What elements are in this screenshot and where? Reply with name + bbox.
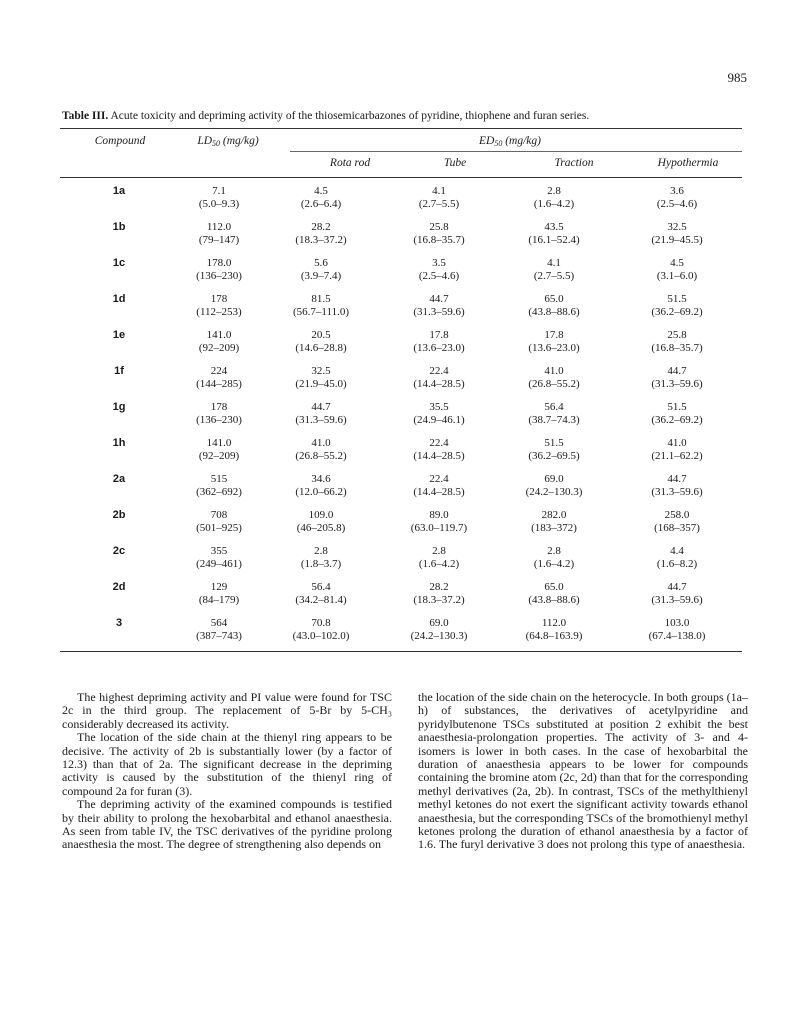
ld-value: 129 [210, 581, 228, 593]
page-number: 985 [727, 70, 747, 85]
header-tube: Tube [443, 157, 467, 169]
table-caption-text: Acute toxicity and depriming activity of the thiosemicarbazones of pyridine, thiophene and furan series. [108, 110, 590, 122]
tube-range: (16.8–35.7) [413, 234, 465, 246]
table-row [60, 185, 742, 221]
hypo-value: 51.5 [667, 401, 687, 413]
paragraph: The depriming activity of the examined compounds is testified by their ability to prolong the hexobarbital and ethanol anaesthesia. As seen from table IV, the TSC derivatives of the pyridine prolong anaesthesia the most. The degree of strengthening also depends on [62, 797, 392, 852]
rota-cell [260, 257, 382, 293]
table-body [60, 185, 742, 653]
ld-value: 224 [210, 365, 228, 377]
paragraph: The location of the side chain at the thienyl ring appears to be decisive. The activity of 2b is substantially lower (by a factor of 12.3) than that of 2a. The significant decrease in the depriming activity is caused by the substitution of the thienyl ring of compound 2a for furan (3). [62, 730, 392, 798]
table-top-rule [60, 128, 742, 129]
compound-cell: 2a [112, 473, 126, 485]
ld-range: (112–253) [196, 306, 242, 318]
ld-value: 355 [210, 545, 228, 557]
right-column-text [418, 691, 748, 852]
traction-cell [496, 365, 612, 401]
table-row [60, 257, 742, 293]
compound-cell: 3 [115, 617, 123, 629]
rota-value: 32.5 [311, 365, 331, 377]
table-row [60, 581, 742, 617]
table-row [60, 365, 742, 401]
tube-cell [382, 221, 496, 257]
tube-value: 22.4 [429, 365, 449, 377]
table-caption-label: Table III. [62, 110, 109, 122]
header-compound: Compound [94, 135, 146, 147]
rota-cell [260, 365, 382, 401]
rota-range: (43.0–102.0) [292, 630, 350, 642]
paragraph: The highest depriming activity and PI value were found for TSC 2c in the third group. The replacement of 5-Br by 5-CH₃ considerably decreased its activity. [62, 690, 392, 731]
table-row [60, 545, 742, 581]
hypo-value: 41.0 [667, 437, 687, 449]
tube-range: (13.6–23.0) [413, 342, 465, 354]
header-rota-rod: Rota rod [329, 157, 371, 169]
traction-value: 43.5 [544, 221, 564, 233]
ld-value: 141.0 [206, 437, 232, 449]
table-row [60, 329, 742, 365]
hypo-value: 103.0 [664, 617, 690, 629]
compound-cell: 1c [112, 257, 126, 269]
rota-cell [260, 401, 382, 437]
ld-cell [178, 581, 260, 617]
hypo-cell [612, 401, 742, 437]
ld-cell [178, 293, 260, 329]
rota-cell [260, 329, 382, 365]
paragraph: the location of the side chain on the heterocycle. In both groups (1a–h) of substances, the derivatives of acetylpyridine and pyridylbutenone TSCs substituted at position 2 exhibit the best anaesthesia-prolongation properties. The activity of 3- and 4-isomers is lower in both cases. In the case of hexobarbital the duration of anaesthesia appears to be lower for compounds containing the bromine atom (2c, 2d) than that for the corresponding methyl derivatives (2a, 2b). In contrast, TSCs of the methylthienyl methyl ketones do not exert the significant activity towards ethanol anaesthesia, but the corresponding TSCs of the bromothienyl methyl ketones prolong the duration of ethanol anaesthesia by a factor of 1.6. The furyl derivative 3 does not prolong this type of anaesthesia. [418, 690, 748, 852]
rota-range: (56.7–111.0) [292, 306, 349, 318]
traction-range: (43.8–88.6) [528, 306, 580, 318]
hypo-cell [612, 437, 742, 473]
hypo-value: 44.7 [667, 365, 687, 377]
traction-cell [496, 185, 612, 221]
rota-range: (31.3–59.6) [295, 414, 347, 426]
hypo-cell [612, 257, 742, 293]
ld-value: 178 [210, 401, 228, 413]
traction-value: 282.0 [541, 509, 567, 521]
rota-value: 109.0 [308, 509, 334, 521]
ld-range: (5.0–9.3) [198, 198, 240, 210]
ld-range: (501–925) [196, 522, 242, 534]
hypo-range: (21.1–62.2) [651, 450, 703, 462]
rota-cell [260, 473, 382, 509]
tube-value: 22.4 [429, 473, 449, 485]
hypo-value: 4.5 [670, 257, 684, 269]
tube-cell [382, 185, 496, 221]
traction-value: 17.8 [544, 329, 564, 341]
tube-range: (2.5–4.6) [418, 270, 460, 282]
ld-cell [178, 473, 260, 509]
traction-value: 65.0 [544, 293, 564, 305]
hypo-range: (31.3–59.6) [651, 378, 703, 390]
rota-range: (3.9–7.4) [300, 270, 342, 282]
tube-range: (14.4–28.5) [413, 486, 465, 498]
rota-cell [260, 437, 382, 473]
table-caption [62, 109, 742, 123]
hypo-range: (1.6–8.2) [656, 558, 698, 570]
rota-value: 34.6 [311, 473, 331, 485]
hypo-value: 44.7 [667, 473, 687, 485]
compound-cell: 1a [112, 185, 126, 197]
ld-value: 112.0 [206, 221, 232, 233]
table-row [60, 509, 742, 545]
compound-cell: 2c [112, 545, 126, 557]
ld-range: (79–147) [198, 234, 240, 246]
rota-cell [260, 617, 382, 653]
traction-cell [496, 221, 612, 257]
tube-range: (24.9–46.1) [413, 414, 465, 426]
traction-range: (183–372) [531, 522, 577, 534]
table-bottom-rule [60, 651, 742, 652]
traction-value: 69.0 [544, 473, 564, 485]
ed50-span-rule [290, 151, 742, 152]
traction-cell [496, 509, 612, 545]
compound-cell: 1h [112, 437, 126, 449]
compound-cell: 1d [112, 293, 126, 305]
hypo-range: (31.3–59.6) [651, 594, 703, 606]
ld-range: (362–692) [196, 486, 242, 498]
ld-value: 141.0 [206, 329, 232, 341]
rota-cell [260, 221, 382, 257]
ld-range: (387–743) [196, 630, 242, 642]
tube-range: (31.3–59.6) [413, 306, 465, 318]
tube-range: (1.6–4.2) [418, 558, 460, 570]
compound-cell: 1f [114, 365, 124, 377]
ld-cell [178, 365, 260, 401]
hypo-cell [612, 545, 742, 581]
rota-cell [260, 581, 382, 617]
table-row [60, 473, 742, 509]
hypo-range: (31.3–59.6) [651, 486, 703, 498]
tube-value: 35.5 [429, 401, 449, 413]
tube-cell [382, 473, 496, 509]
traction-range: (38.7–74.3) [528, 414, 580, 426]
ld-cell [178, 257, 260, 293]
table-row [60, 221, 742, 257]
ld-range: (136–230) [196, 270, 242, 282]
hypo-cell [612, 221, 742, 257]
tube-cell [382, 545, 496, 581]
hypo-value: 51.5 [667, 293, 687, 305]
hypo-value: 3.6 [670, 185, 684, 197]
traction-cell [496, 401, 612, 437]
tube-range: (63.0–119.7) [410, 522, 468, 534]
traction-value: 51.5 [544, 437, 564, 449]
hypo-cell [612, 473, 742, 509]
tube-cell [382, 329, 496, 365]
ld-value: 178.0 [206, 257, 232, 269]
traction-cell [496, 293, 612, 329]
traction-cell [496, 437, 612, 473]
traction-cell [496, 329, 612, 365]
compound-cell: 2d [112, 581, 126, 593]
rota-value: 5.6 [314, 257, 328, 269]
hypo-cell [612, 329, 742, 365]
traction-range: (2.7–5.5) [533, 270, 575, 282]
rota-range: (12.0–66.2) [295, 486, 347, 498]
tube-cell [382, 293, 496, 329]
rota-range: (46–205.8) [296, 522, 346, 534]
rota-range: (14.6–28.8) [295, 342, 347, 354]
traction-value: 65.0 [544, 581, 564, 593]
hypo-value: 25.8 [667, 329, 687, 341]
header-ed50: $ED_{50}$ (mg/kg) [479, 135, 541, 148]
ld-cell [178, 545, 260, 581]
rota-range: (18.3–37.2) [295, 234, 347, 246]
ld-cell [178, 221, 260, 257]
traction-cell [496, 545, 612, 581]
ld-value: 515 [210, 473, 228, 485]
rota-value: 4.5 [314, 185, 328, 197]
hypo-cell [612, 185, 742, 221]
hypo-range: (168–357) [654, 522, 700, 534]
tube-range: (14.4–28.5) [413, 378, 465, 390]
hypo-range: (67.4–138.0) [648, 630, 706, 642]
tube-value: 2.8 [432, 545, 446, 557]
tube-cell [382, 581, 496, 617]
rota-value: 41.0 [311, 437, 331, 449]
ld-cell [178, 185, 260, 221]
traction-cell [496, 617, 612, 653]
rota-value: 28.2 [311, 221, 331, 233]
traction-range: (1.6–4.2) [533, 198, 575, 210]
ld-value: 178 [210, 293, 228, 305]
ld-cell [178, 437, 260, 473]
tube-cell [382, 257, 496, 293]
ld-cell [178, 329, 260, 365]
ld-range: (144–285) [196, 378, 242, 390]
tube-range: (18.3–37.2) [413, 594, 465, 606]
ld-cell [178, 509, 260, 545]
tube-value: 17.8 [429, 329, 449, 341]
traction-cell [496, 257, 612, 293]
ld-range: (249–461) [196, 558, 242, 570]
traction-range: (64.8–163.9) [525, 630, 583, 642]
table-row [60, 437, 742, 473]
table-row [60, 401, 742, 437]
rota-range: (21.9–45.0) [295, 378, 347, 390]
rota-range: (26.8–55.2) [295, 450, 347, 462]
traction-range: (13.6–23.0) [528, 342, 580, 354]
compound-cell: 2b [112, 509, 126, 521]
hypo-value: 44.7 [667, 581, 687, 593]
rota-cell [260, 545, 382, 581]
hypo-cell [612, 617, 742, 653]
hypo-range: (2.5–4.6) [656, 198, 698, 210]
tube-value: 25.8 [429, 221, 449, 233]
tube-value: 22.4 [429, 437, 449, 449]
hypo-range: (36.2–69.2) [651, 414, 703, 426]
tube-range: (2.7–5.5) [418, 198, 460, 210]
ld-range: (92–209) [198, 450, 240, 462]
rota-value: 70.8 [311, 617, 331, 629]
hypo-value: 258.0 [664, 509, 690, 521]
compound-cell: 1g [112, 401, 126, 413]
header-traction: Traction [554, 157, 594, 169]
tube-cell [382, 437, 496, 473]
rota-range: (1.8–3.7) [300, 558, 342, 570]
ld-range: (84–179) [198, 594, 240, 606]
table-row [60, 617, 742, 653]
traction-value: 112.0 [541, 617, 567, 629]
rota-value: 56.4 [311, 581, 331, 593]
ld-value: 7.1 [212, 185, 226, 197]
hypo-cell [612, 365, 742, 401]
tube-value: 3.5 [432, 257, 446, 269]
tube-value: 89.0 [429, 509, 449, 521]
tube-value: 69.0 [429, 617, 449, 629]
traction-cell [496, 581, 612, 617]
traction-range: (24.2–130.3) [525, 486, 583, 498]
ld-value: 564 [210, 617, 228, 629]
table-row [60, 293, 742, 329]
compound-cell: 1b [112, 221, 126, 233]
traction-range: (1.6–4.2) [533, 558, 575, 570]
hypo-cell [612, 581, 742, 617]
data-table [60, 185, 742, 653]
rota-value: 2.8 [314, 545, 328, 557]
ld-cell [178, 401, 260, 437]
ld-value: 708 [210, 509, 228, 521]
hypo-range: (36.2–69.2) [651, 306, 703, 318]
tube-range: (14.4–28.5) [413, 450, 465, 462]
rota-value: 20.5 [311, 329, 331, 341]
header-ld50: $LD_{50}$ (mg/kg) [197, 135, 259, 148]
rota-cell [260, 293, 382, 329]
traction-range: (36.2–69.5) [528, 450, 580, 462]
traction-value: 4.1 [547, 257, 561, 269]
traction-value: 2.8 [547, 545, 561, 557]
left-column-text [62, 691, 392, 852]
rota-value: 81.5 [311, 293, 331, 305]
rota-cell [260, 185, 382, 221]
compound-cell: 1e [112, 329, 126, 341]
rota-range: (2.6–6.4) [300, 198, 342, 210]
hypo-value: 4.4 [670, 545, 684, 557]
hypo-range: (21.9–45.5) [651, 234, 703, 246]
tube-cell [382, 509, 496, 545]
ld-cell [178, 617, 260, 653]
tube-cell [382, 365, 496, 401]
ld-range: (92–209) [198, 342, 240, 354]
traction-cell [496, 473, 612, 509]
tube-range: (24.2–130.3) [410, 630, 468, 642]
traction-range: (43.8–88.6) [528, 594, 580, 606]
traction-value: 41.0 [544, 365, 564, 377]
hypo-value: 32.5 [667, 221, 687, 233]
tube-cell [382, 617, 496, 653]
header-hypothermia: Hypothermia [657, 157, 719, 169]
tube-value: 28.2 [429, 581, 449, 593]
tube-value: 4.1 [432, 185, 446, 197]
table-header-rule [60, 177, 742, 178]
rota-value: 44.7 [311, 401, 331, 413]
traction-value: 2.8 [547, 185, 561, 197]
tube-cell [382, 401, 496, 437]
traction-value: 56.4 [544, 401, 564, 413]
traction-range: (16.1–52.4) [528, 234, 580, 246]
hypo-cell [612, 293, 742, 329]
hypo-range: (3.1–6.0) [656, 270, 698, 282]
rota-cell [260, 509, 382, 545]
traction-range: (26.8–55.2) [528, 378, 580, 390]
tube-value: 44.7 [429, 293, 449, 305]
hypo-cell [612, 509, 742, 545]
hypo-range: (16.8–35.7) [651, 342, 703, 354]
rota-range: (34.2–81.4) [295, 594, 347, 606]
ld-range: (136–230) [196, 414, 242, 426]
